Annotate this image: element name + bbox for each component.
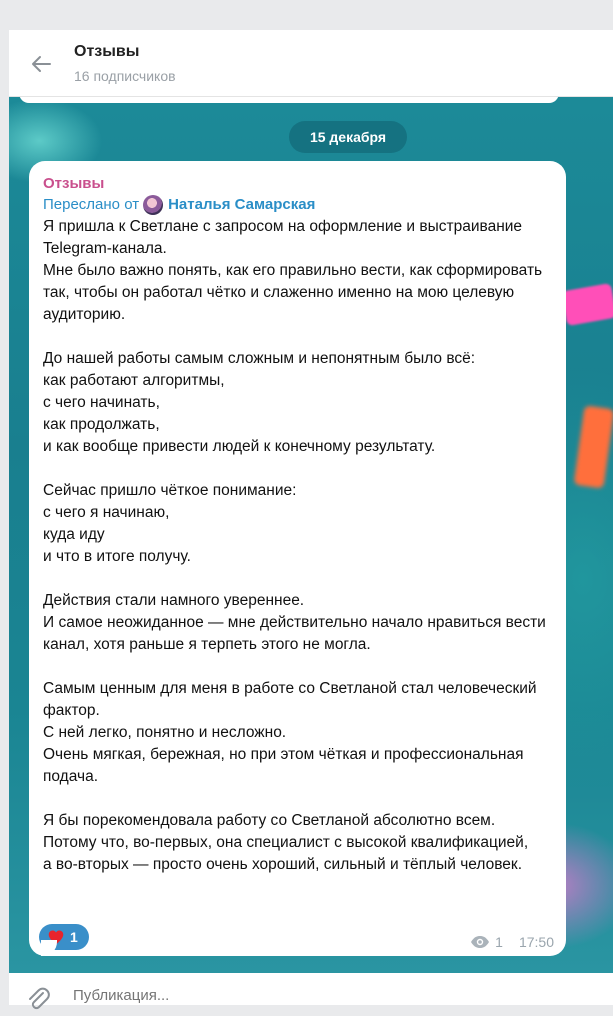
- subscriber-count: 16 подписчиков: [74, 68, 176, 84]
- composer: [9, 973, 613, 1005]
- message-meta: [470, 934, 554, 950]
- bubble-tail: [41, 940, 57, 956]
- chat-header: [9, 30, 613, 97]
- date-separator: 15 декабря: [289, 121, 407, 153]
- attach-button[interactable]: [25, 985, 51, 1016]
- wallpaper-decoration: [574, 405, 613, 488]
- forward-prefix: Переслано от: [43, 196, 140, 213]
- message-sender[interactable]: Отзывы: [43, 175, 105, 192]
- chat-area[interactable]: [9, 97, 613, 973]
- forward-author[interactable]: Наталья Самарская: [168, 196, 316, 213]
- forwarded-header[interactable]: [43, 194, 552, 216]
- message-time: 17:50: [518, 934, 554, 950]
- reaction-count: 1: [70, 929, 78, 945]
- back-button[interactable]: [27, 50, 55, 78]
- message-input[interactable]: [73, 987, 473, 1004]
- chat-title[interactable]: Отзывы: [74, 43, 140, 60]
- top-spacer: [0, 0, 613, 30]
- previous-message-bubble: [19, 97, 559, 103]
- view-count: 1: [495, 934, 503, 950]
- message-text: Я пришла к Светлане с запросом на оформление и выстраивание Telegram-канала. Мне было важно понять, как его правильно вести, как сформировать так, чтобы он работал чётко и слаженно именно на мою целевую аудиторию. До нашей работы самым сложным и непонятным было всё: как работают алгоритмы, с чего начинать, как продолжать, и как вообще привести людей к конечному результату. Сейчас пришло чёткое понимание: с чего я начинаю, куда иду и что в итоге получу. Действия стали намного увереннее. И самое неожиданное — мне действительно начало нравиться вести канал, хотя раньше я терпеть этого не могла. Самым ценным для меня в работе со Светланой стал человеческий фактор. С ней легко, понятно и несложно. Очень мягкая, бережная, но при этом чёткая и профессиональная подача. Я бы порекомендовала работу со Светланой абсолютно всем. Потому что, во-первых, она специалист с высокой квалификацией, а во-вторых — просто очень хороший, сильный и тёплый человек.: [43, 218, 546, 873]
- paperclip-icon: [25, 985, 51, 1011]
- message-bubble[interactable]: [29, 161, 566, 956]
- eye-icon: [470, 935, 490, 949]
- arrow-left-icon: [30, 53, 52, 75]
- avatar: [143, 195, 163, 215]
- wallpaper-decoration: [561, 283, 613, 326]
